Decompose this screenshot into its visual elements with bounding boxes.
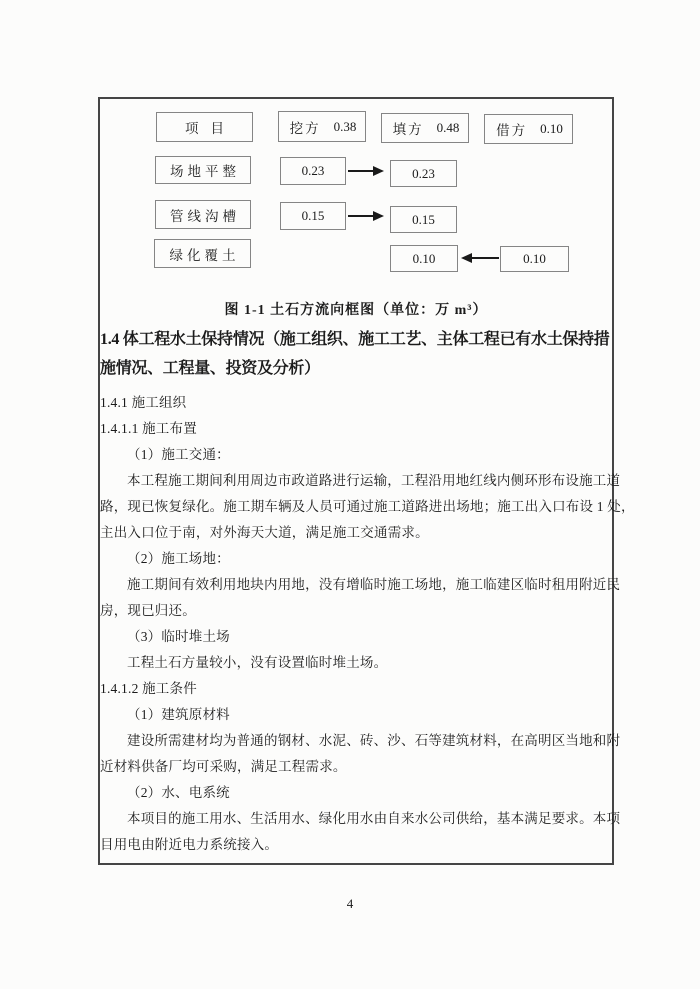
body-line: 本项目的施工用水、生活用水、绿化用水由自来水公司供给，基本满足要求。本项 (127, 811, 621, 826)
body-line: 建设所需建材均为普通的钢材、水泥、砖、沙、石等建筑材料，在高明区当地和附 (127, 733, 621, 748)
body-line: 施工期间有效利用地块内用地，没有增临时施工场地，施工临建区临时租用附近民 (127, 577, 621, 592)
borrow-value: 0.10 (540, 121, 563, 136)
body-line: （2）水、电系统 (127, 785, 230, 800)
flow-box-project: 项目 (156, 112, 253, 142)
body-line: 近材料供备厂均可采购，满足工程需求。 (100, 759, 347, 774)
fill-value: 0.48 (436, 120, 460, 135)
flow-value-pipeline-trench-fill: 0.15 (390, 206, 457, 233)
fill-label: 填方 (392, 122, 424, 137)
section-heading (100, 325, 614, 383)
body-line: （1）施工交通： (127, 447, 230, 462)
body-line: 1.4.1 施工组织 (100, 395, 187, 410)
body-line: 路，现已恢复绿化。施工期车辆及人员可通过施工道路进出场地；施工出入口布设 1 处， (100, 499, 635, 514)
body-line: 本工程施工期间利用周边市政道路进行运输，工程沿用地红线内侧环形布设施工道 (127, 473, 621, 488)
arrow-right-icon (373, 166, 384, 176)
page-number: 4 (346, 896, 354, 911)
flow-value-site-leveling-cut: 0.23 (280, 157, 346, 185)
section-heading-line: 施情况、工程量、投资及分析） (100, 360, 320, 377)
cut-value: 0.38 (333, 118, 357, 134)
body-line: （1）建筑原材料 (127, 707, 230, 722)
flow-row-label-pipeline-trench: 管线沟槽 (155, 200, 251, 229)
body-line: 工程土石方量较小，没有设置临时堆土场。 (127, 655, 388, 670)
flow-box-fill-total (381, 113, 469, 143)
arrow-left-icon (461, 253, 472, 263)
flow-box-cut-total (278, 111, 366, 142)
figure-caption: 图 1-1 土石方流向框图（单位：万 m³） (224, 303, 488, 318)
arrow-line (348, 215, 374, 217)
flow-value-pipeline-trench-cut: 0.15 (280, 202, 346, 230)
flow-value-greening-topsoil-borrow: 0.10 (500, 246, 569, 272)
body-line: 房，现已归还。 (100, 603, 196, 618)
body-line: 目用电由附近电力系统接入。 (100, 837, 279, 852)
arrow-right-icon (373, 211, 384, 221)
flow-row-label-site-leveling: 场地平整 (155, 156, 251, 184)
section-heading-line: 1.4 体工程水土保持情况（施工组织、施工工艺、主体工程已有水土保持措 (100, 331, 610, 348)
flow-box-borrow-total (484, 114, 573, 144)
arrow-line (472, 257, 499, 259)
flow-value-site-leveling-fill: 0.23 (390, 160, 457, 187)
body-line: 1.4.1.2 施工条件 (100, 681, 197, 696)
cut-label: 挖方 (289, 120, 321, 136)
body-line: （3）临时堆土场 (127, 629, 230, 644)
arrow-line (348, 170, 374, 172)
flow-row-label-greening-topsoil: 绿化覆土 (154, 239, 251, 268)
body-line: 主出入口位于南，对外海天大道，满足施工交通需求。 (100, 525, 429, 540)
borrow-label: 借方 (496, 123, 528, 138)
body-line: （2）施工场地： (127, 551, 230, 566)
body-text (100, 390, 635, 858)
body-line: 1.4.1.1 施工布置 (100, 421, 197, 436)
flow-value-greening-topsoil-fill: 0.10 (390, 245, 458, 272)
